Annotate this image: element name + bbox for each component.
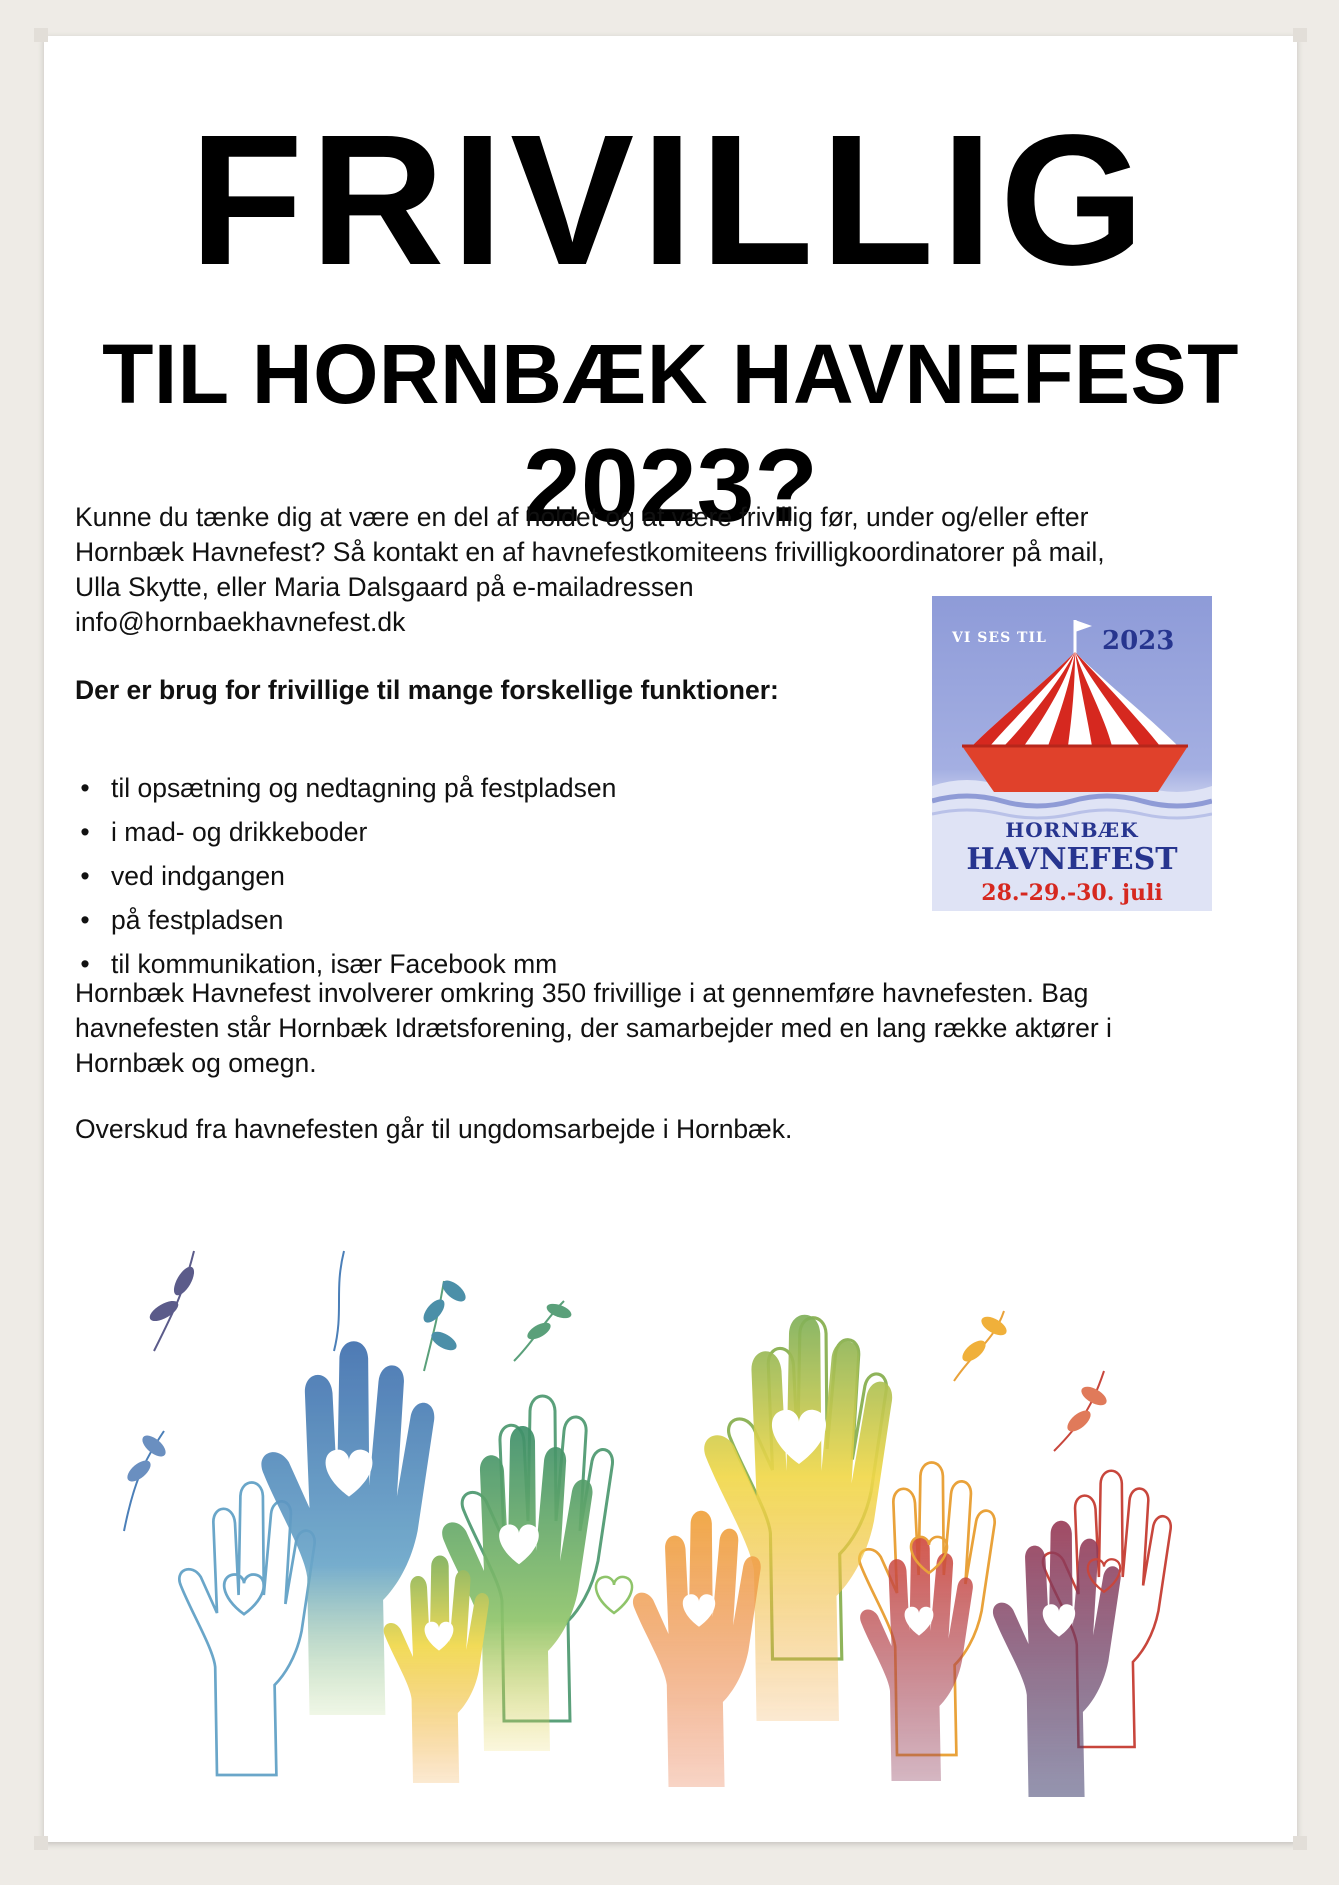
info-paragraph xyxy=(75,976,1275,1081)
list-item: • på festpladsen xyxy=(75,898,616,942)
sheet-corner xyxy=(1293,28,1307,42)
headline-subtitle: TIL HORNBÆK HAVNEFEST xyxy=(102,327,1239,421)
havnefest-poster xyxy=(932,596,1212,911)
intro-line: Kunne du tænke dig at være en del af holdet og at være frivillig før, under og/eller efter xyxy=(75,502,1089,532)
info-line: Hornbæk Havnefest involverer omkring 350 frivillige i at gennemføre havnefesten. Bag xyxy=(75,978,1089,1008)
poster-see-you: VI SES TIL xyxy=(952,630,1047,646)
list-item: • ved indgangen xyxy=(75,854,616,898)
flyer-sheet xyxy=(44,36,1297,1842)
contact-email: info@hornbaekhavnefest.dk xyxy=(75,607,406,637)
poster-year: 2023 xyxy=(1102,626,1175,656)
intro-line: Ulla Skytte, eller Maria Dalsgaard på e-mailadressen xyxy=(75,572,694,602)
poster-name-bottom: HAVNEFEST xyxy=(966,842,1178,877)
bullet-icon: • xyxy=(80,861,90,891)
list-item: • til kommunikation, især Facebook mm xyxy=(75,942,616,986)
raised-hands-hearts-icon xyxy=(94,1231,1234,1831)
sheet-corner xyxy=(1293,1836,1307,1850)
bullet-icon: • xyxy=(80,817,90,847)
list-item: • til opsætning og nedtagning på festpladsen xyxy=(75,766,616,810)
needs-list xyxy=(75,766,616,986)
surplus-paragraph: Overskud fra havnefesten går til ungdomsarbejde i Hornbæk. xyxy=(75,1114,793,1144)
info-line: Hornbæk og omegn. xyxy=(75,1048,317,1078)
info-line: havnefesten står Hornbæk Idrætsforening, der samarbejder med en lang række aktører i xyxy=(75,1013,1112,1043)
sheet-corner xyxy=(34,1836,48,1850)
poster-dates: 28.-29.-30. juli xyxy=(981,880,1163,906)
poster-name-top: HORNBÆK xyxy=(1005,818,1139,842)
bullet-icon: • xyxy=(80,949,90,979)
sheet-corner xyxy=(34,28,48,42)
bullet-icon: • xyxy=(80,905,90,935)
bullet-icon: • xyxy=(80,773,90,803)
headline-year: 2023? xyxy=(523,428,818,544)
headline-frivillig: FRIVILLIG xyxy=(189,97,1152,304)
needs-title: Der er brug for frivillige til mange forskellige funktioner: xyxy=(75,675,779,705)
list-item: • i mad- og drikkeboder xyxy=(75,810,616,854)
intro-line: Hornbæk Havnefest? Så kontakt en af havnefestkomiteens frivilligkoordinatorer på mail, xyxy=(75,537,1105,567)
